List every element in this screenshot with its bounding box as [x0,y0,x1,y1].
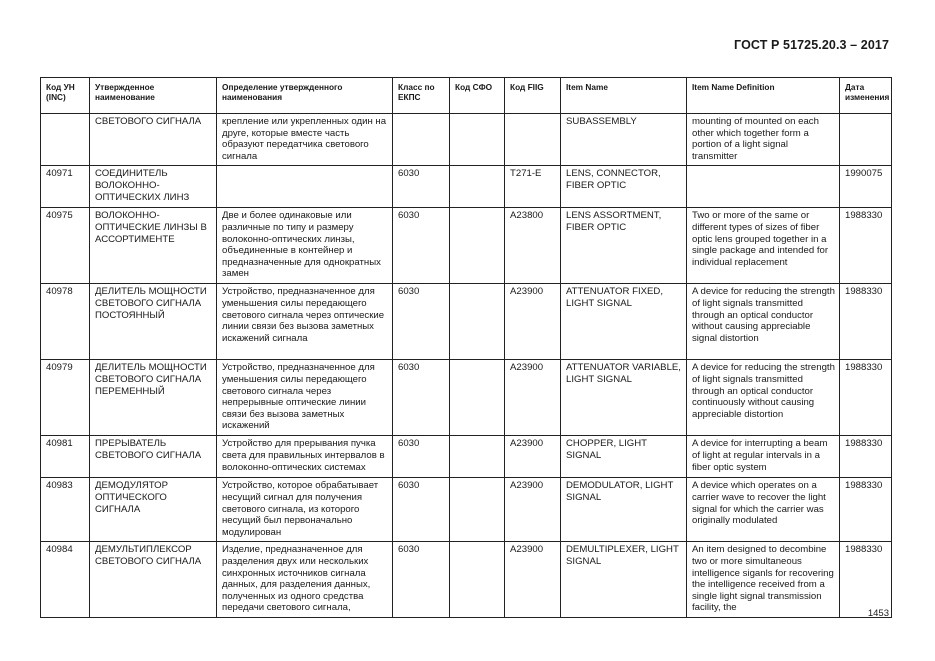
cell-def-ru: крепление или укрепленных один на друге, которые вместе часть образуют передатчика светового сигнала [217,114,393,166]
cell-item-name: LENS ASSORTMENT, FIBER OPTIC [561,208,687,284]
cell-item-name: CHOPPER, LIGHT SIGNAL [561,436,687,478]
cell-inc: 40978 [41,284,90,360]
cell-item-name: DEMODULATOR, LIGHT SIGNAL [561,478,687,542]
cell-name-ru: ДЕЛИТЕЛЬ МОЩНОСТИ СВЕТОВОГО СИГНАЛА ПЕРЕМЕННЫЙ [90,360,217,436]
cell-item-def: An item designed to decombine two or more simultaneous intelligence siganls for recovering the intelligence received from a single light signal transmission facility, the [687,542,840,618]
table-row [41,114,892,166]
cell-class: 6030 [393,284,450,360]
cell-class: 6030 [393,478,450,542]
table-row [41,208,892,284]
cell-name-ru: СОЕДИНИТЕЛЬ ВОЛОКОННО-ОПТИЧЕСКИХ ЛИНЗ [90,166,217,208]
page-number: 1453 [867,608,889,619]
table-row [41,360,892,436]
cell-inc: 40981 [41,436,90,478]
cell-def-ru: Две и более одинаковые или различные по типу и размеру волоконно-оптических линзы, объединенные в контейнер и предназначенные для однократных замен [217,208,393,284]
cell-sfo [450,436,505,478]
col-header-def-ru: Определение утвержденного наименования [217,78,393,114]
cell-def-ru: Устройство, которое обрабатывает несущий сигнал для получения светового сигнала, из которого несущий был первоначально модулирован [217,478,393,542]
cell-sfo [450,208,505,284]
col-header-fiig: Код FIIG [505,78,561,114]
cell-def-ru: Устройство, предназначенное для уменьшения силы передающего светового сигнала через оптические линии связи без вызова заметных искажений сигнала [217,284,393,360]
cell-fiig: A23900 [505,542,561,618]
cell-inc: 40984 [41,542,90,618]
cell-sfo [450,166,505,208]
cell-fiig: A23900 [505,284,561,360]
col-header-class: Класс по ЕКПС [393,78,450,114]
cell-fiig [505,114,561,166]
cell-date [840,114,892,166]
cell-item-def: A device for reducing the strength of light signals transmitted through an optical conductor continuously without causing appreciable distortion [687,360,840,436]
cell-inc: 40975 [41,208,90,284]
cell-item-def: A device for interrupting a beam of light at regular intervals in a fiber optic system [687,436,840,478]
cell-inc: 40979 [41,360,90,436]
cell-date: 1988330 [840,542,892,618]
cell-date: 1988330 [840,208,892,284]
cell-inc: 40971 [41,166,90,208]
cell-item-def: A device which operates on a carrier wave to recover the light signal for which the carrier was originally modulated [687,478,840,542]
cell-item-name: ATTENUATOR FIXED, LIGHT SIGNAL [561,284,687,360]
cell-item-def: Two or more of the same or different types of sizes of fiber optic lens grouped together in a single package and intended for individual replacement [687,208,840,284]
cell-name-ru: ДЕМУЛЬТИПЛЕКСОР СВЕТОВОГО СИГНАЛА [90,542,217,618]
cell-item-def: A device for reducing the strength of light signals transmitted through an optical conductor without causing appreciable signal distortion [687,284,840,360]
cell-date: 1990075 [840,166,892,208]
col-header-name-ru: Утвержденное наименование [90,78,217,114]
cell-name-ru: ДЕЛИТЕЛЬ МОЩНОСТИ СВЕТОВОГО СИГНАЛА ПОСТОЯННЫЙ [90,284,217,360]
cell-def-ru: Устройство для прерывания пучка света для правильных интервалов в волоконно-оптических системах [217,436,393,478]
cell-inc: 40983 [41,478,90,542]
cell-item-name: SUBASSEMBLY [561,114,687,166]
col-header-sfo: Код СФО [450,78,505,114]
cell-class: 6030 [393,208,450,284]
cell-name-ru: ВОЛОКОННО-ОПТИЧЕСКИЕ ЛИНЗЫ В АССОРТИМЕНТЕ [90,208,217,284]
cell-sfo [450,114,505,166]
cell-item-def: mounting of mounted on each other which together form a portion of a light signal transmitter [687,114,840,166]
cell-sfo [450,542,505,618]
cell-def-ru [217,166,393,208]
cell-date: 1988330 [840,360,892,436]
cell-class: 6030 [393,542,450,618]
cell-inc [41,114,90,166]
cell-class: 6030 [393,436,450,478]
cell-def-ru: Устройство, предназначенное для уменьшения силы передающего светового сигнала через непрерывные оптические линии связи без вызова заметных искажений [217,360,393,436]
cell-class: 6030 [393,360,450,436]
col-header-date: Дата изменения [840,78,892,114]
table-row [41,284,892,360]
cell-sfo [450,360,505,436]
standard-number: ГОСТ Р 51725.20.3 – 2017 [734,38,889,52]
cell-item-name: ATTENUATOR VARIABLE, LIGHT SIGNAL [561,360,687,436]
col-header-inc: Код УН (INC) [41,78,90,114]
cell-sfo [450,284,505,360]
cell-date: 1988330 [840,284,892,360]
cell-fiig: A23900 [505,478,561,542]
cell-fiig: A23800 [505,208,561,284]
cell-name-ru: СВЕТОВОГО СИГНАЛА [90,114,217,166]
cell-class: 6030 [393,166,450,208]
table-row [41,436,892,478]
table-header-row [41,78,892,114]
cell-name-ru: ДЕМОДУЛЯТОР ОПТИЧЕСКОГО СИГНАЛА [90,478,217,542]
cell-fiig: A23900 [505,436,561,478]
cell-date: 1988330 [840,478,892,542]
nomenclature-table [40,77,892,618]
col-header-item-name: Item Name [561,78,687,114]
table-row [41,166,892,208]
cell-fiig: A23900 [505,360,561,436]
cell-date: 1988330 [840,436,892,478]
cell-fiig: T271-E [505,166,561,208]
cell-name-ru: ПРЕРЫВАТЕЛЬ СВЕТОВОГО СИГНАЛА [90,436,217,478]
col-header-item-def: Item Name Definition [687,78,840,114]
cell-item-name: DEMULTIPLEXER, LIGHT SIGNAL [561,542,687,618]
cell-class [393,114,450,166]
cell-def-ru: Изделие, предназначенное для разделения двух или нескольких синхронных источников сигнала данных, для разделения данных, полученных из одного средства передачи светового сигнала, [217,542,393,618]
cell-item-def [687,166,840,208]
table-row [41,542,892,618]
table-row [41,478,892,542]
cell-sfo [450,478,505,542]
cell-item-name: LENS, CONNECTOR, FIBER OPTIC [561,166,687,208]
